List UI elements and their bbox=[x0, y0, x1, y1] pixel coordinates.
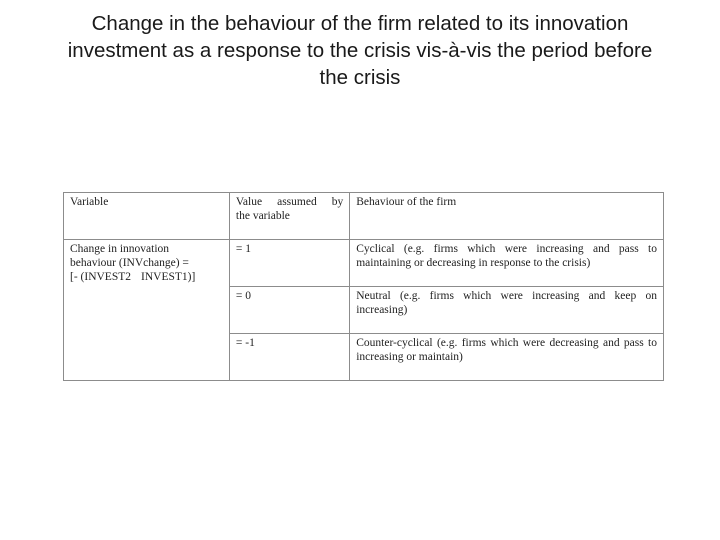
header-behaviour: Behaviour of the firm bbox=[350, 193, 664, 240]
value-cell: = 1 bbox=[229, 240, 349, 287]
behaviour-cell: Neutral (e.g. firms which were increasing and keep on increasing) bbox=[350, 287, 664, 334]
behaviour-table bbox=[63, 192, 664, 381]
title-line-2: investment as a response to the crisis vis-à-vis the period before bbox=[67, 39, 653, 62]
title-line-1: Change in the behaviour of the firm related to its innovation bbox=[91, 12, 629, 35]
behaviour-cell: Cyclical (e.g. firms which were increasing and pass to maintaining or decreasing in response to the crisis) bbox=[350, 240, 664, 287]
variable-cell bbox=[64, 240, 230, 381]
variable-line-3a: [- (INVEST2 bbox=[70, 271, 131, 283]
behaviour-cell: Counter-cyclical (e.g. firms which were decreasing and pass to increasing or maintain) bbox=[350, 334, 664, 381]
variable-line-3b: INVEST1)] bbox=[141, 271, 196, 283]
title-line-3: the crisis bbox=[319, 66, 401, 89]
header-value-line-1: Value assumed by bbox=[235, 196, 344, 208]
value-cell: = -1 bbox=[229, 334, 349, 381]
table-row bbox=[64, 240, 664, 287]
variable-line-3 bbox=[70, 270, 223, 284]
slide-title bbox=[20, 10, 700, 91]
header-value-line-2: the variable bbox=[235, 210, 290, 222]
header-variable: Variable bbox=[64, 193, 230, 240]
header-value bbox=[229, 193, 349, 240]
table-header-row bbox=[64, 193, 664, 240]
variable-line-2: behaviour (INVchange) = bbox=[70, 257, 189, 269]
value-cell: = 0 bbox=[229, 287, 349, 334]
variable-line-1: Change in innovation bbox=[70, 243, 170, 255]
